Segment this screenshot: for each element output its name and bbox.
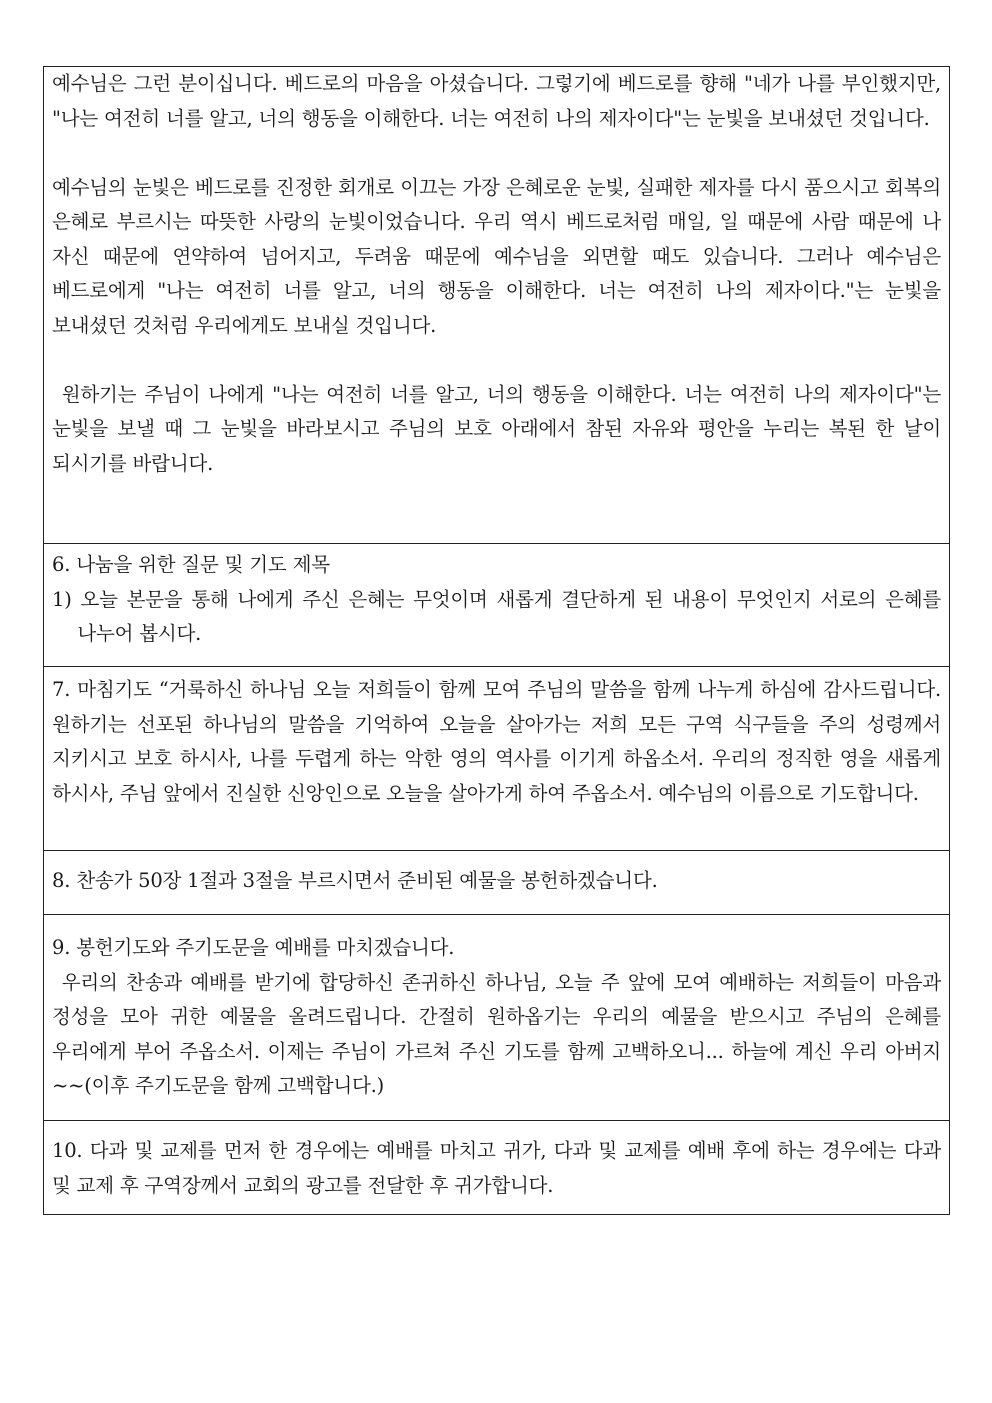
sermon-paragraph-2: 예수님의 눈빛은 베드로를 진정한 회개로 이끄는 가장 은혜로운 눈빛, 실패한 제자를 다시 품으시고 회복의 은혜로 부르시는 따뜻한 사랑의 눈빛이었습니다. 우리 역시 베드로처럼 매일, 일 때문에 사람 때문에 나 자신 때문에 연약하여 넘어지고, 두려움 때문에 예수님을 외면할 때도 있습니다. 그러나 예수님은 베드로에게 "나는 여전히 너를 알고, 너의 행동을 이해한다. 너는 여전히 나의 제자이다."는 눈빛을 보내셨던 것처럼 우리에게도 보내실 것입니다. [52, 175, 941, 337]
dismissal-text: 10. 다과 및 교제를 먼저 한 경우에는 예배를 마치고 귀가, 다과 및 교제를 예배 후에 하는 경우에는 다과 및 교제 후 구역장께서 교회의 광고를 전달한 후 귀가합니다. [52, 1139, 941, 1197]
sharing-questions-cell [43, 544, 950, 667]
paragraph-spacer [52, 343, 941, 378]
offering-prayer-text: 우리의 찬송과 예배를 받기에 합당하신 존귀하신 하나님, 오늘 주 앞에 모여 예배하는 저희들이 마음과 정성을 모아 귀한 예물을 올려드립니다. 간절히 원하옵기는 우리의 예물을 받으시고 주님의 은혜를 우리에게 부어 주옵소서. 이제는 주님이 가르쳐 주신 기도를 함께 고백하오니... 하늘에 계신 우리 아버지~~(이후 주기도문을 함께 고백합니다.) [52, 970, 941, 1097]
offering-prayer-cell [43, 915, 950, 1121]
hymn-text: 8. 찬송가 50장 1절과 3절을 부르시면서 준비된 예물을 봉헌하겠습니다. [52, 869, 658, 892]
offering-heading: 9. 봉헌기도와 주기도문을 예배를 마치겠습니다. [52, 936, 455, 959]
sharing-question-1: 1) 오늘 본문을 통해 나에게 주신 은혜는 무엇이며 새롭게 결단하게 된 내용이 무엇인지 서로의 은혜를 나누어 봅시다. [52, 587, 941, 645]
worship-order-table [43, 66, 950, 1215]
sermon-cell [43, 66, 950, 544]
closing-prayer-cell [43, 667, 950, 851]
hymn-cell [43, 851, 950, 915]
closing-prayer-text: 7. 마침기도 “거룩하신 하나님 오늘 저희들이 함께 모여 주님의 말씀을 함께 나누게 하심에 감사드립니다. 원하기는 선포된 하나님의 말씀을 기억하여 오늘을 살아가는 저희 모든 구역 식구들을 주의 성령께서 지키시고 보호 하시사, 나를 두렵게 하는 악한 영의 역사를 이기게 하옵소서. 우리의 정직한 영을 새롭게 하시사, 주님 앞에서 진실한 신앙인으로 오늘을 살아가게 하여 주옵소서. 예수님의 이름으로 기도합니다. [52, 678, 942, 805]
paragraph-spacer [52, 136, 941, 171]
dismissal-cell [43, 1121, 950, 1215]
sermon-paragraph-1: 예수님은 그런 분이십니다. 베드로의 마음을 아셨습니다. 그렇기에 베드로를 향해 "네가 나를 부인했지만, "나는 여전히 너를 알고, 너의 행동을 이해한다. 너는 여전히 나의 제자이다"는 눈빛을 보내셨던 것입니다. [52, 72, 941, 130]
sermon-paragraph-3: 원하기는 주님이 나에게 "나는 여전히 너를 알고, 너의 행동을 이해한다. 너는 여전히 나의 제자이다"는 눈빛을 보낼 때 그 눈빛을 바라보시고 주님의 보호 아래에서 참된 자유와 평안을 누리는 복된 한 날이 되시기를 바랍니다. [52, 382, 941, 475]
sharing-heading: 6. 나눔을 위한 질문 및 기도 제목 [52, 553, 330, 576]
